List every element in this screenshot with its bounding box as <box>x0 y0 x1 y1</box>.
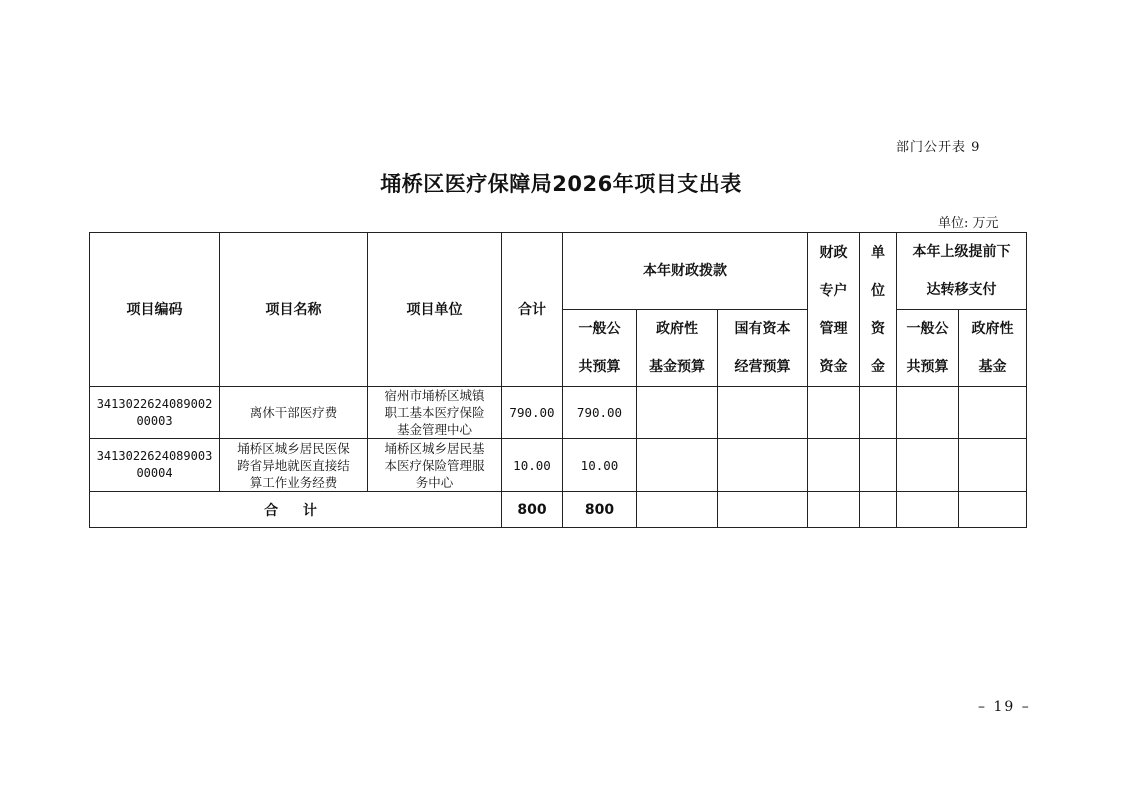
header-state-capital-line2: 经营预算 <box>734 359 791 375</box>
project-unit-line1: 宿州市埇桥区城镇 <box>384 388 485 403</box>
header-unit-funds-line3: 资 <box>871 320 886 337</box>
transfer-gov-cell <box>959 387 1027 439</box>
project-expenditure-table <box>89 232 1027 528</box>
header-transfer-general-line2: 共预算 <box>906 359 949 375</box>
total-cell: 10.00 <box>502 439 563 492</box>
header-row-1 <box>90 233 1027 310</box>
header-special-account-line2: 专户 <box>819 282 848 299</box>
page-title: 埇桥区医疗保障局2026年项目支出表 <box>380 172 742 196</box>
header-special-account-line4: 资金 <box>819 358 848 375</box>
header-project-name: 项目名称 <box>220 233 368 387</box>
header-transfer-line2: 达转移支付 <box>926 282 997 298</box>
project-unit-cell <box>368 439 502 492</box>
gov-fund-cell <box>637 387 718 439</box>
header-transfer-gov-line1: 政府性 <box>971 321 1014 337</box>
state-capital-cell <box>718 387 808 439</box>
total-amount: 800 <box>502 492 563 528</box>
table-number-label: 部门公开表 9 <box>896 140 981 155</box>
table-row <box>90 439 1027 492</box>
header-transfer-gov-fund <box>959 310 1027 387</box>
project-name-cell <box>220 439 368 492</box>
transfer-general-cell <box>897 387 959 439</box>
header-unit-funds-line2: 位 <box>871 282 886 299</box>
general-budget-cell: 10.00 <box>563 439 637 492</box>
state-capital-cell <box>718 439 808 492</box>
project-unit-line3: 务中心 <box>415 474 454 490</box>
project-unit-cell <box>368 387 502 439</box>
header-state-capital-budget <box>718 310 808 387</box>
project-code-line2: 00003 <box>136 413 173 428</box>
header-total: 合计 <box>502 233 563 387</box>
total-row <box>90 492 1027 528</box>
gov-fund-cell <box>637 439 718 492</box>
header-unit-funds <box>860 233 897 387</box>
project-code-line1: 3413022624089003 <box>96 449 213 463</box>
page-number: – 19 – <box>978 699 1031 715</box>
special-account-cell <box>808 439 860 492</box>
header-project-unit: 项目单位 <box>368 233 502 387</box>
unit-funds-cell <box>860 387 897 439</box>
project-code-line1: 3413022624089002 <box>96 396 213 411</box>
header-current-year-appropriation: 本年财政拨款 <box>563 233 808 310</box>
total-gov-fund-cell <box>637 492 718 528</box>
special-account-cell <box>808 387 860 439</box>
project-code-cell <box>90 387 220 439</box>
project-name-line2: 跨省异地就医直接结 <box>237 457 350 473</box>
header-gov-fund-line1: 政府性 <box>656 321 698 337</box>
header-special-account-line3: 管理 <box>819 320 848 337</box>
header-general-budget-line2: 共预算 <box>578 359 621 375</box>
header-general-budget <box>563 310 637 387</box>
project-unit-line2: 本医疗保险管理服 <box>384 457 485 473</box>
header-transfer-line1: 本年上级提前下 <box>912 244 1011 260</box>
header-transfer-general-line1: 一般公 <box>906 321 949 337</box>
total-transfer-gov-cell <box>959 492 1027 528</box>
total-special-account-cell <box>808 492 860 528</box>
project-name-line3: 算工作业务经费 <box>249 474 338 490</box>
general-budget-cell: 790.00 <box>563 387 637 439</box>
header-special-account-line1: 财政 <box>819 244 848 261</box>
header-state-capital-line1: 国有资本 <box>734 321 791 337</box>
header-gov-fund-budget <box>637 310 718 387</box>
header-transfer-payment <box>897 233 1027 310</box>
project-unit-line3: 基金管理中心 <box>396 422 472 437</box>
total-transfer-general-cell <box>897 492 959 528</box>
total-unit-funds-cell <box>860 492 897 528</box>
project-unit-line2: 职工基本医疗保险 <box>384 405 485 420</box>
project-code-line2: 00004 <box>136 466 173 480</box>
total-label: 合 计 <box>90 492 502 528</box>
project-code-cell <box>90 439 220 492</box>
header-general-budget-line1: 一般公 <box>578 321 621 337</box>
transfer-general-cell <box>897 439 959 492</box>
header-special-account-funds <box>808 233 860 387</box>
transfer-gov-cell <box>959 439 1027 492</box>
header-project-code: 项目编码 <box>90 233 220 387</box>
unit-label: 单位: 万元 <box>938 216 999 231</box>
header-unit-funds-line1: 单 <box>871 244 886 261</box>
total-cell: 790.00 <box>502 387 563 439</box>
unit-funds-cell <box>860 439 897 492</box>
project-name-line1: 埇桥区城乡居民医保 <box>237 440 350 456</box>
total-general-budget: 800 <box>563 492 637 528</box>
project-unit-line1: 埇桥区城乡居民基 <box>384 440 485 456</box>
header-transfer-general-budget <box>897 310 959 387</box>
project-name-cell: 离休干部医疗费 <box>220 387 368 439</box>
header-gov-fund-line2: 基金预算 <box>649 359 705 375</box>
table-row <box>90 387 1027 439</box>
header-transfer-gov-line2: 基金 <box>978 359 1007 375</box>
header-unit-funds-line4: 金 <box>871 358 886 375</box>
total-state-capital-cell <box>718 492 808 528</box>
